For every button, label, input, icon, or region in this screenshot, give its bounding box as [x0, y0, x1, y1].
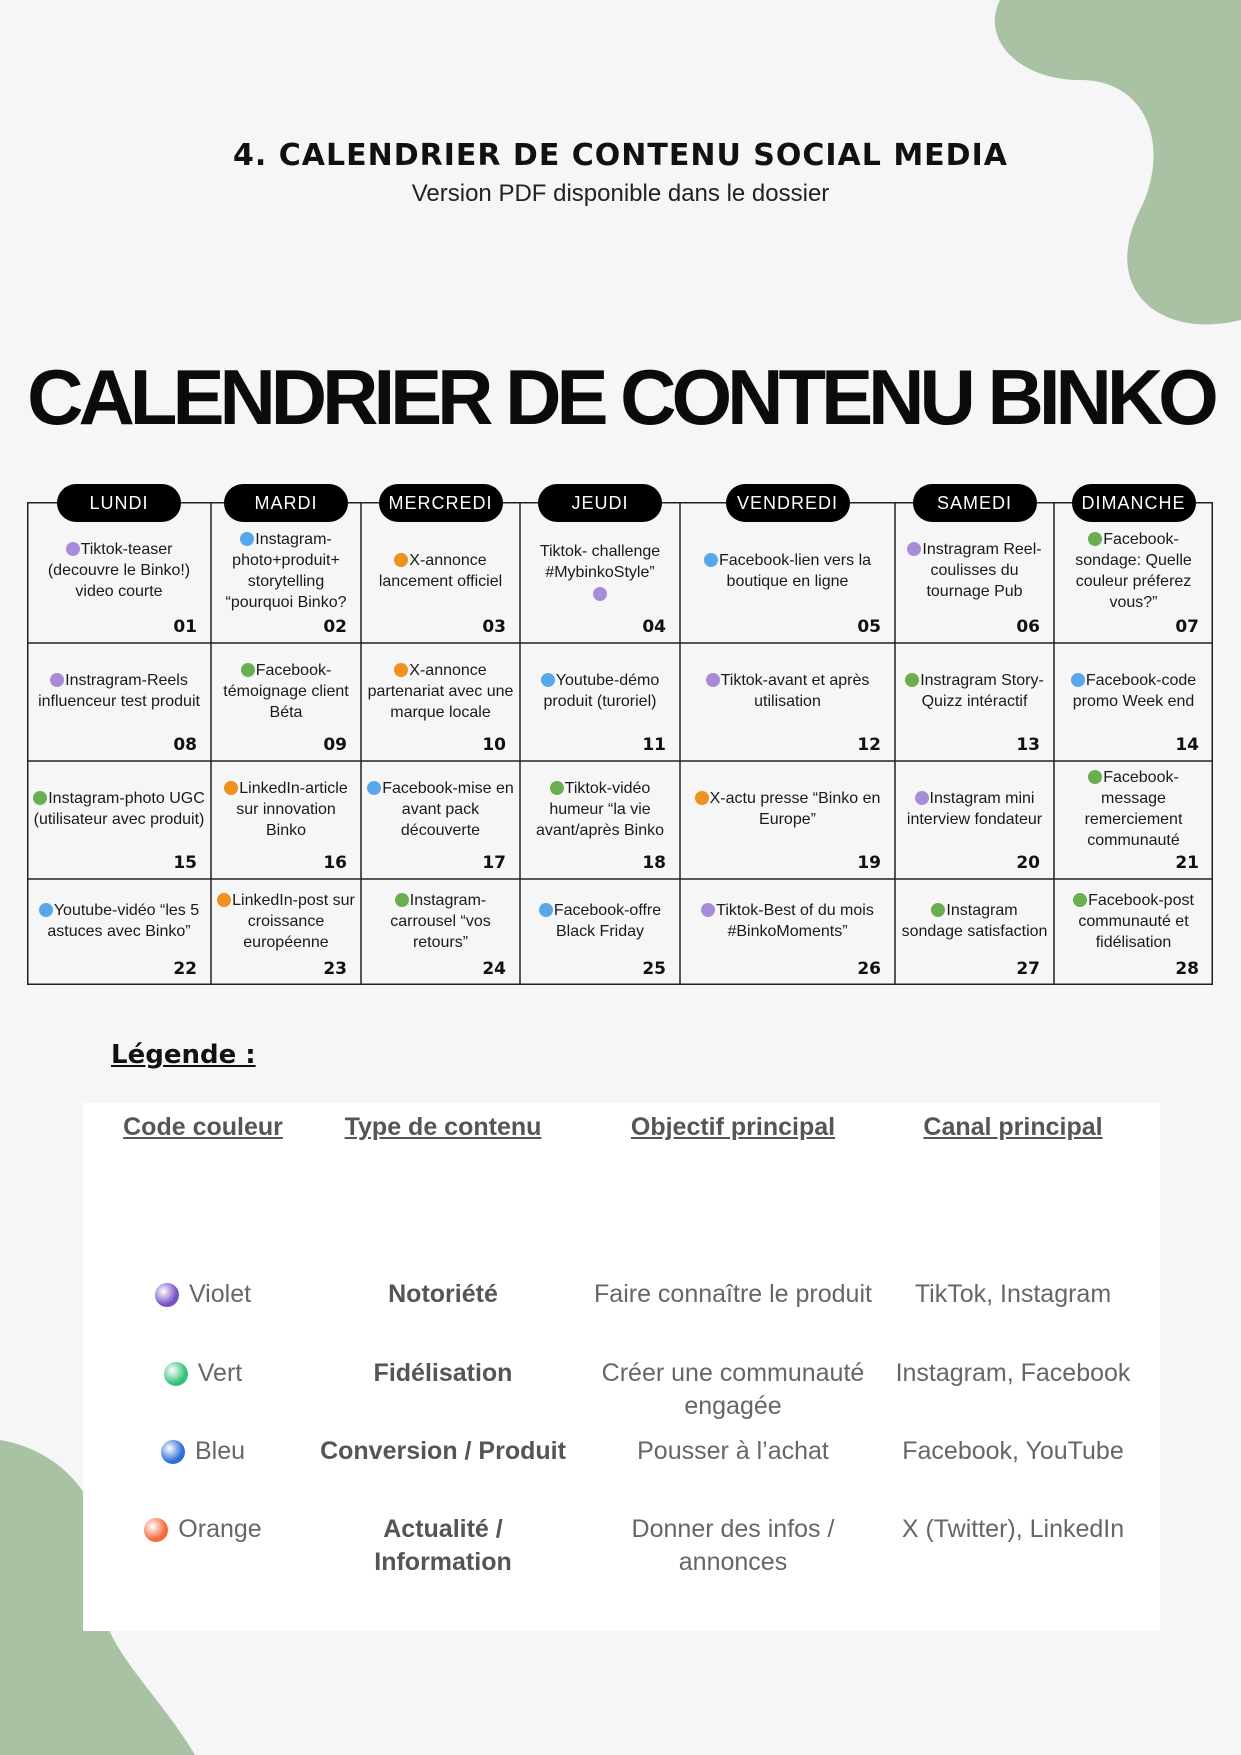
day-number: 21 [1175, 853, 1199, 873]
legend-objective: Faire connaître le produit [594, 1280, 872, 1308]
day-number: 16 [323, 853, 347, 873]
calendar-entry [367, 643, 514, 739]
page-title: CALENDRIER DE CONTENU BINKO [27, 353, 1214, 441]
calendar-entry [367, 761, 514, 857]
vert-dot-icon [395, 893, 409, 907]
calendar-entry-text: Instragram Reel-coulisses du tournage Pub [922, 541, 1042, 600]
calendar-entry [526, 879, 674, 963]
calendar-entry-text: Instragram-Reels influenceur test produit [38, 672, 200, 710]
calendar-entry [217, 520, 355, 621]
calendar-entry-text: Instagram-photo UGC (utilisateur avec produit) [33, 790, 205, 828]
bleu-dot-icon [539, 903, 553, 917]
legend-color-name: Violet [188, 1280, 252, 1308]
section-title: 4. CALENDRIER DE CONTENU SOCIAL MEDIA [233, 138, 1008, 173]
calendar-entry [33, 879, 205, 963]
calendar-day-08 [27, 643, 211, 761]
legend-color-cell [103, 1513, 303, 1546]
vert-dot-icon [931, 903, 945, 917]
day-number: 07 [1175, 617, 1199, 637]
calendar-entry [367, 879, 514, 963]
violet-dot-icon [907, 542, 921, 556]
calendar-entry [33, 761, 205, 857]
legend-type: Notoriété [388, 1280, 498, 1308]
bleu-dot-icon [240, 532, 254, 546]
calendar-entry-text: Instagram mini interview fondateur [906, 790, 1043, 828]
calendar-entry [901, 643, 1048, 739]
violet-dot-icon [155, 1283, 179, 1307]
calendar-day-16 [211, 761, 361, 879]
calendar-day-28 [1054, 879, 1213, 985]
calendar-entry [686, 520, 889, 621]
day-number: 12 [857, 735, 881, 755]
legend-header-color: Code couleur [123, 1113, 283, 1141]
orange-dot-icon [224, 781, 238, 795]
legend-channel: X (Twitter), LinkedIn [901, 1515, 1125, 1543]
calendar-entry [1060, 643, 1207, 739]
day-number: 17 [482, 853, 506, 873]
day-number: 09 [323, 735, 347, 755]
calendar-day-19 [680, 761, 895, 879]
legend-header-type: Type de contenu [344, 1113, 542, 1141]
violet-dot-icon [701, 903, 715, 917]
calendar-entry [901, 761, 1048, 857]
calendar-entry [1060, 520, 1207, 621]
calendar-entry-text: Facebook-témoignage client Béta [223, 661, 349, 721]
violet-dot-icon [593, 587, 607, 601]
vert-dot-icon [33, 791, 47, 805]
orange-dot-icon [217, 893, 231, 907]
calendar-entry [217, 879, 355, 963]
day-number: 02 [323, 617, 347, 637]
calendar-entry-text: Instragram Story-Quizz intéractif [920, 672, 1044, 710]
calendar-day-17 [361, 761, 520, 879]
legend-color-cell [103, 1435, 303, 1468]
calendar-entry [33, 520, 205, 621]
bleu-dot-icon [1071, 673, 1085, 687]
calendar-entry-text: Tiktok-Best of du mois #BinkoMoments” [716, 902, 874, 940]
legend-objective: Pousser à l’achat [637, 1437, 829, 1465]
day-number: 19 [857, 853, 881, 873]
calendar-day-02 [211, 502, 361, 643]
bleu-dot-icon [39, 903, 53, 917]
calendar-entry-text: Instagram sondage satisfaction [901, 902, 1048, 940]
legend-type: Conversion / Produit [320, 1437, 566, 1465]
calendar-entry [686, 761, 889, 857]
legend-objective: Donner des infos / annonces [631, 1515, 835, 1576]
calendar-day-11 [520, 643, 680, 761]
violet-dot-icon [50, 673, 64, 687]
orange-dot-icon [144, 1518, 168, 1542]
calendar-day-22 [27, 879, 211, 985]
day-number: 18 [642, 853, 666, 873]
vert-dot-icon [905, 673, 919, 687]
day-number: 23 [323, 959, 347, 979]
vert-dot-icon [1088, 532, 1102, 546]
calendar-entry [686, 879, 889, 963]
day-number: 22 [173, 959, 197, 979]
calendar-entry-text: Tiktok-avant et après utilisation [720, 672, 870, 710]
calendar-day-04 [520, 502, 680, 643]
calendar-day-03 [361, 502, 520, 643]
calendar-day-05 [680, 502, 895, 643]
day-header-lundi: LUNDI [57, 484, 181, 522]
vert-dot-icon [164, 1362, 188, 1386]
calendar-day-27 [895, 879, 1054, 985]
day-number: 20 [1016, 853, 1040, 873]
violet-dot-icon [66, 542, 80, 556]
calendar-day-15 [27, 761, 211, 879]
day-number: 06 [1016, 617, 1040, 637]
calendar-entry [526, 761, 674, 857]
orange-dot-icon [695, 791, 709, 805]
day-number: 25 [642, 959, 666, 979]
calendar-entry [1060, 879, 1207, 963]
section-subtitle: Version PDF disponible dans le dossier [411, 180, 830, 207]
bleu-dot-icon [704, 553, 718, 567]
calendar-entry [901, 879, 1048, 963]
calendar-entry-text: Tiktok-vidéo humeur “la vie avant/après Binko [535, 779, 665, 839]
legend-header-channel: Canal principal [923, 1113, 1103, 1141]
bleu-dot-icon [367, 781, 381, 795]
calendar-entry-text: LinkedIn-post sur croissance européenne [232, 891, 355, 951]
calendar-entry [217, 643, 355, 739]
orange-dot-icon [394, 663, 408, 677]
calendar-entry-text: Facebook-sondage: Quelle couleur préferez vous?” [1075, 530, 1192, 611]
day-number: 14 [1175, 735, 1199, 755]
legend-table [83, 1103, 1160, 1631]
legend-color-name: Bleu [194, 1437, 246, 1465]
day-number: 15 [173, 853, 197, 873]
calendar-entry [33, 643, 205, 739]
calendar-entry-text: X-annonce partenariat avec une marque locale [367, 661, 514, 721]
day-number: 04 [642, 617, 666, 637]
calendar-day-12 [680, 643, 895, 761]
violet-dot-icon [915, 791, 929, 805]
calendar-day-10 [361, 643, 520, 761]
calendar-entry-text: LinkedIn-article sur innovation Binko [236, 779, 348, 839]
calendar-entry [1060, 761, 1207, 857]
calendar-day-06 [895, 502, 1054, 643]
legend-color-name: Orange [178, 1515, 262, 1543]
legend-channel: Facebook, YouTube [902, 1437, 1124, 1465]
legend-title: Légende : [111, 1040, 256, 1070]
calendar-entry [686, 643, 889, 739]
vert-dot-icon [1088, 770, 1102, 784]
calendar-day-14 [1054, 643, 1213, 761]
calendar-entry [526, 520, 674, 621]
day-number: 11 [642, 735, 666, 755]
vert-dot-icon [550, 781, 564, 795]
calendar-entry-text: X-actu presse “Binko en Europe” [709, 790, 881, 828]
legend-type: Fidélisation [373, 1359, 513, 1387]
calendar-entry-text: Facebook-message remerciement communauté [1084, 769, 1183, 849]
calendar-entry [367, 520, 514, 621]
bleu-dot-icon [541, 673, 555, 687]
calendar-day-25 [520, 879, 680, 985]
day-number: 27 [1016, 959, 1040, 979]
day-number: 01 [173, 617, 197, 637]
calendar-entry [526, 643, 674, 739]
day-number: 08 [173, 735, 197, 755]
calendar-entry-text: Youtube-vidéo “les 5 astuces avec Binko” [47, 902, 200, 940]
day-number: 03 [482, 617, 506, 637]
calendar-entry-text: Facebook-post communauté et fidélisation [1078, 891, 1194, 951]
calendar-entry [901, 520, 1048, 621]
day-number: 10 [482, 735, 506, 755]
content-calendar [27, 492, 1213, 985]
calendar-day-24 [361, 879, 520, 985]
calendar-entry [217, 761, 355, 857]
calendar-entry-text: X-annonce lancement officiel [378, 551, 503, 590]
legend-header-objective: Objectif principal [630, 1113, 836, 1141]
legend-color-name: Vert [197, 1359, 243, 1387]
day-header-mardi: MARDI [224, 484, 348, 522]
calendar-entry-text: Facebook-mise en avant pack découverte [382, 779, 514, 839]
day-number: 28 [1175, 959, 1199, 979]
legend-type: Actualité / Information [374, 1515, 512, 1576]
day-number: 24 [482, 959, 506, 979]
legend-color-cell [103, 1278, 303, 1311]
day-header-samedi: SAMEDI [913, 484, 1037, 522]
calendar-day-23 [211, 879, 361, 985]
calendar-entry-text: Facebook-offre Black Friday [553, 902, 662, 940]
calendar-day-18 [520, 761, 680, 879]
legend-channel: TikTok, Instagram [914, 1280, 1112, 1308]
calendar-day-26 [680, 879, 895, 985]
calendar-entry-text: Tiktok-teaser (decouvre le Binko!) video courte [47, 541, 191, 600]
legend-objective: Créer une communauté engagée [601, 1359, 865, 1420]
calendar-entry-text: Tiktok- challenge #MybinkoStyle” [539, 542, 661, 581]
calendar-entry-text: Instagram-photo+produit+ storytelling “pourquoi Binko? [225, 530, 347, 611]
day-header-mercredi: MERCREDI [379, 484, 503, 522]
calendar-entry-text: Youtube-démo produit (turoriel) [543, 672, 660, 710]
calendar-entry-text: Facebook-code promo Week end [1072, 672, 1197, 710]
day-header-dimanche: DIMANCHE [1072, 484, 1196, 522]
calendar-day-20 [895, 761, 1054, 879]
day-number: 13 [1016, 735, 1040, 755]
calendar-day-07 [1054, 502, 1213, 643]
calendar-day-09 [211, 643, 361, 761]
vert-dot-icon [241, 663, 255, 677]
calendar-day-21 [1054, 761, 1213, 879]
calendar-entry-text: Facebook-lien vers la boutique en ligne [718, 551, 872, 590]
day-header-jeudi: JEUDI [538, 484, 662, 522]
legend-channel: Instagram, Facebook [895, 1359, 1131, 1387]
calendar-day-01 [27, 502, 211, 643]
day-number: 26 [857, 959, 881, 979]
bleu-dot-icon [161, 1440, 185, 1464]
calendar-entry-text: Instagram-carrousel “vos retours” [390, 891, 491, 951]
vert-dot-icon [1073, 893, 1087, 907]
day-header-vendredi: VENDREDI [726, 484, 850, 522]
calendar-day-13 [895, 643, 1054, 761]
day-number: 05 [857, 617, 881, 637]
violet-dot-icon [706, 673, 720, 687]
orange-dot-icon [394, 553, 408, 567]
legend-color-cell [103, 1357, 303, 1390]
